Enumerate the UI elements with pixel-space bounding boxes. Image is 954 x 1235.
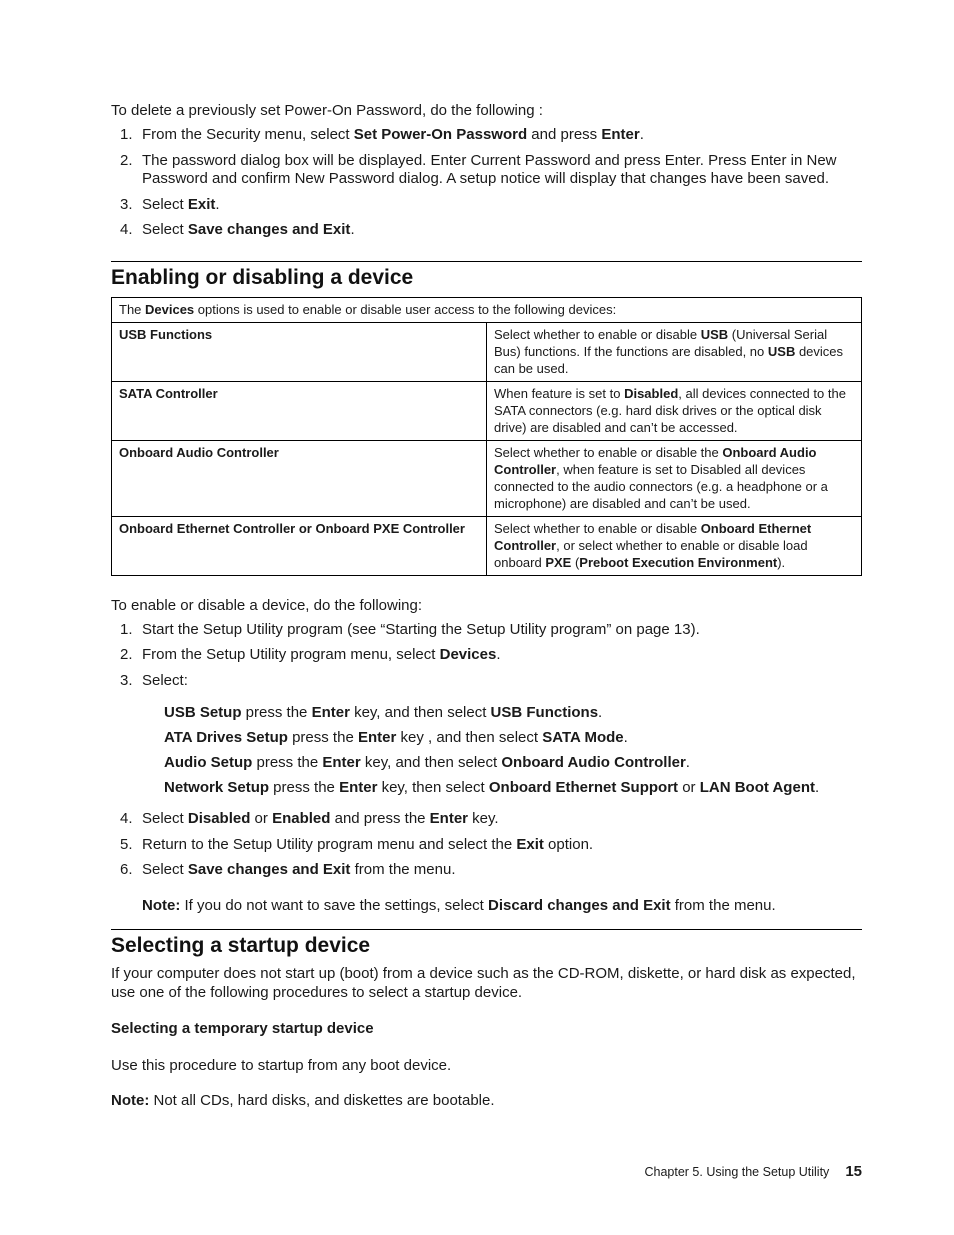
device-description-cell: When feature is set to Disabled, all devices connected to the SATA connectors (e.g. hard disk drives or the optical disk drive) are disabled and can’t be accessed.	[487, 381, 862, 440]
list-number: 6.	[120, 861, 133, 878]
enable-intro: To enable or disable a device, do the following:	[111, 596, 423, 614]
list-number: 1.	[120, 620, 133, 638]
list-number: 4.	[120, 810, 133, 827]
startup-intro: If your computer does not start up (boot) from a device such as the CD-ROM, diskette, or hard disk as expected, use one of the following procedures to select a startup device.	[111, 964, 856, 1001]
section-title-enabling: Enabling or disabling a device	[111, 265, 414, 289]
select-option: Audio Setup press the Enter key, and then select Onboard Audio Controller.	[164, 754, 690, 771]
device-name-cell: SATA Controller	[112, 381, 487, 440]
enable-steps-list	[111, 621, 862, 691]
note-bootable: Note: Not all CDs, hard disks, and diskettes are bootable.	[111, 1091, 495, 1109]
list-number: 3.	[120, 671, 133, 689]
device-name-cell: Onboard Ethernet Controller or Onboard PXE Controller	[112, 516, 487, 575]
list-item: 6. Select Save changes and Exit from the menu.	[120, 861, 456, 878]
list-number: 1.	[120, 126, 133, 143]
delete-intro: To delete a previously set Power-On Password, do the following :	[111, 102, 543, 119]
list-item: 1. Start the Setup Utility program (see “Starting the Setup Utility program” on page 13).	[120, 620, 700, 638]
delete-steps-list	[111, 126, 862, 240]
subsection-text: Use this procedure to startup from any boot device.	[111, 1056, 452, 1074]
list-item: 1. From the Security menu, select Set Power-On Password and press Enter.	[120, 126, 644, 143]
devices-table	[111, 297, 862, 576]
list-item: 2. The password dialog box will be displayed. Enter Current Password and press Enter. Press Enter in New Password and confirm New Password dialog. A setup notice will display that changes have been saved.	[120, 151, 837, 187]
footer-chapter: Chapter 5. Using the Setup Utility	[644, 1165, 830, 1179]
note-discard: Note: If you do not want to save the settings, select Discard changes and Exit from the menu.	[142, 896, 776, 914]
subsection-title: Selecting a temporary startup device	[111, 1019, 374, 1037]
table-header-cell: The Devices options is used to enable or disable user access to the following devices:	[112, 297, 862, 322]
enable-steps-list-continued	[111, 810, 862, 880]
list-item: 2. From the Setup Utility program menu, select Devices.	[120, 646, 501, 663]
table-header-row	[112, 297, 862, 322]
table-row	[112, 440, 862, 516]
page-content	[111, 101, 862, 1110]
list-number: 2.	[120, 646, 133, 663]
page-number: 15	[845, 1163, 862, 1180]
list-item: 3. Select Exit.	[120, 195, 220, 213]
list-number: 2.	[120, 151, 133, 169]
section-title-startup: Selecting a startup device	[111, 933, 371, 957]
list-number: 3.	[120, 195, 133, 213]
list-item: 3. Select:	[120, 671, 188, 689]
page-footer	[644, 1163, 862, 1180]
table-row	[112, 516, 862, 575]
select-option: Network Setup press the Enter key, then select Onboard Ethernet Support or LAN Boot Agent.	[164, 779, 820, 796]
select-option: USB Setup press the Enter key, and then select USB Functions.	[164, 704, 603, 721]
list-item: 4. Select Disabled or Enabled and press the Enter key.	[120, 810, 499, 827]
table-row	[112, 381, 862, 440]
list-number: 5.	[120, 835, 133, 853]
device-description-cell: Select whether to enable or disable the Onboard Audio Controller, when feature is set to Disabled all devices connected to the audio connectors (e.g. a headphone or a microphone) are disabled and can’t be used.	[487, 440, 862, 516]
device-description-cell: Select whether to enable or disable Onboard Ethernet Controller, or select whether to enable or disable load onboard PXE (Preboot Execution Environment).	[487, 516, 862, 575]
select-option: ATA Drives Setup press the Enter key , and then select SATA Mode.	[164, 729, 628, 746]
device-name-cell: Onboard Audio Controller	[112, 440, 487, 516]
device-name-cell: USB Functions	[112, 322, 487, 381]
device-description-cell: Select whether to enable or disable USB (Universal Serial Bus) functions. If the functions are disabled, no USB devices can be used.	[487, 322, 862, 381]
list-number: 4.	[120, 221, 133, 238]
list-item: 5. Return to the Setup Utility program menu and select the Exit option.	[120, 835, 594, 853]
select-options	[111, 704, 862, 798]
list-item: 4. Select Save changes and Exit.	[120, 221, 355, 238]
table-row	[112, 322, 862, 381]
